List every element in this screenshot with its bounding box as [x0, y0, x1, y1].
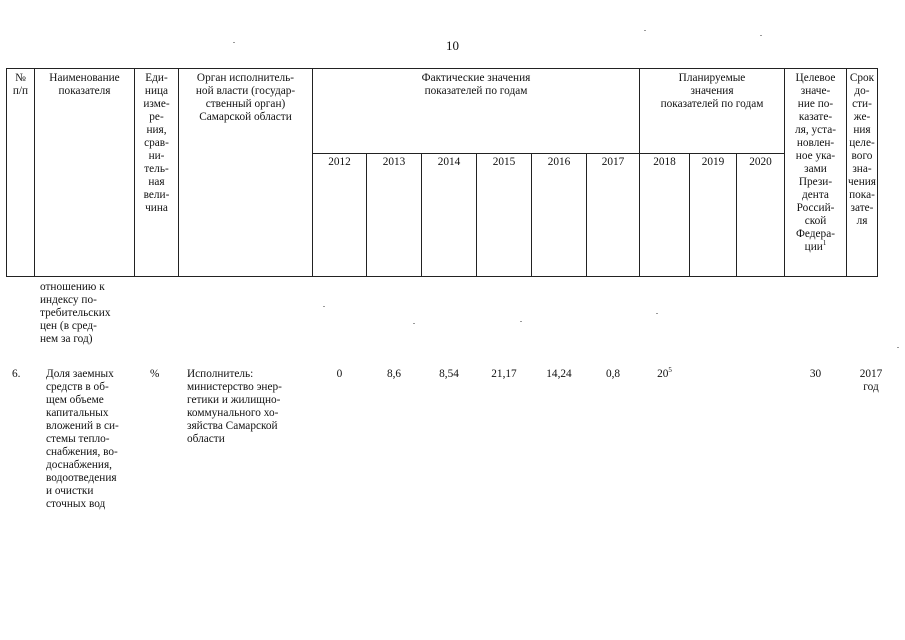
value-2018-text: 20 [657, 368, 669, 380]
col-border [6, 68, 7, 277]
row-num: 6. [12, 368, 21, 380]
header-target-footnote: 1 [822, 239, 827, 248]
col-border [736, 153, 737, 277]
header-target [785, 72, 846, 254]
header-name: Наименование показателя [49, 72, 120, 97]
row-name: Доля заемных средств в об- щем объеме капитальных вложений в си- стемы тепло- снабжения, во- доснабжения, водоотведения и очистки сточных вод [46, 368, 119, 510]
scan-speck [413, 323, 415, 324]
col-border [877, 68, 878, 277]
value-2018 [640, 368, 689, 381]
col-border [689, 153, 690, 277]
value-2014: 8,54 [439, 368, 459, 380]
value-2013: 8,6 [386, 368, 402, 380]
year-header-border [312, 153, 784, 154]
header-unit: Еди- ница изме- ре- ния, срав- ни- тель- ная вели- чина [143, 72, 170, 214]
scan-speck [644, 30, 646, 31]
col-border [312, 68, 313, 277]
row-unit: % [150, 368, 160, 380]
col-border [531, 153, 532, 277]
col-border [421, 153, 422, 277]
year-2013: 2013 [382, 156, 406, 168]
scan-speck [520, 321, 522, 322]
value-2012: 0 [336, 368, 343, 380]
table-top-border [6, 68, 877, 69]
page-number: 10 [446, 38, 459, 53]
header-target-text: Целевое значе- ние по- казате- ля, уста- новлен- ное ука- зами Прези- дента Россий- ской Федера- ции [795, 72, 836, 253]
header-organ: Орган исполнитель- ной власти (государ- ственный орган) Самарской области [195, 72, 296, 123]
header-deadline: Срок до- сти- же- ния целе- вого зна- чения пока- зате- ля [848, 72, 876, 227]
value-2015: 21,17 [491, 368, 517, 380]
header-num: № п/п [12, 72, 29, 97]
year-2019: 2019 [701, 156, 725, 168]
scan-speck [760, 35, 762, 36]
year-2018: 2018 [653, 156, 676, 168]
scan-speck [233, 42, 235, 43]
target-value: 30 [809, 368, 822, 380]
year-2016: 2016 [547, 156, 571, 168]
col-border [34, 68, 35, 277]
header-bottom-border [6, 276, 877, 277]
col-border [366, 153, 367, 277]
year-2020: 2020 [749, 156, 772, 168]
continuation-text: отношению к индексу по- требительских цен (в сред- нем за год) [40, 281, 111, 345]
scan-speck [656, 313, 658, 314]
col-border [586, 153, 587, 277]
scan-speck [323, 306, 325, 307]
deadline-value: 2017 год [859, 368, 883, 393]
row-organ: Исполнитель: министерство энер- гетики и жилищно- коммунального хо- зяйства Самарской области [187, 368, 282, 445]
value-2016: 14,24 [546, 368, 572, 380]
col-border [476, 153, 477, 277]
year-2017: 2017 [601, 156, 625, 168]
scan-speck [897, 347, 899, 348]
header-planned-values: Планируемые значения показателей по годам [660, 72, 764, 110]
year-2014: 2014 [437, 156, 461, 168]
year-2012: 2012 [328, 156, 351, 168]
year-2015: 2015 [492, 156, 516, 168]
value-2017: 0,8 [605, 368, 621, 380]
header-fact-values: Фактические значения показателей по годам [421, 72, 531, 97]
value-2018-footnote: 5 [668, 366, 672, 375]
